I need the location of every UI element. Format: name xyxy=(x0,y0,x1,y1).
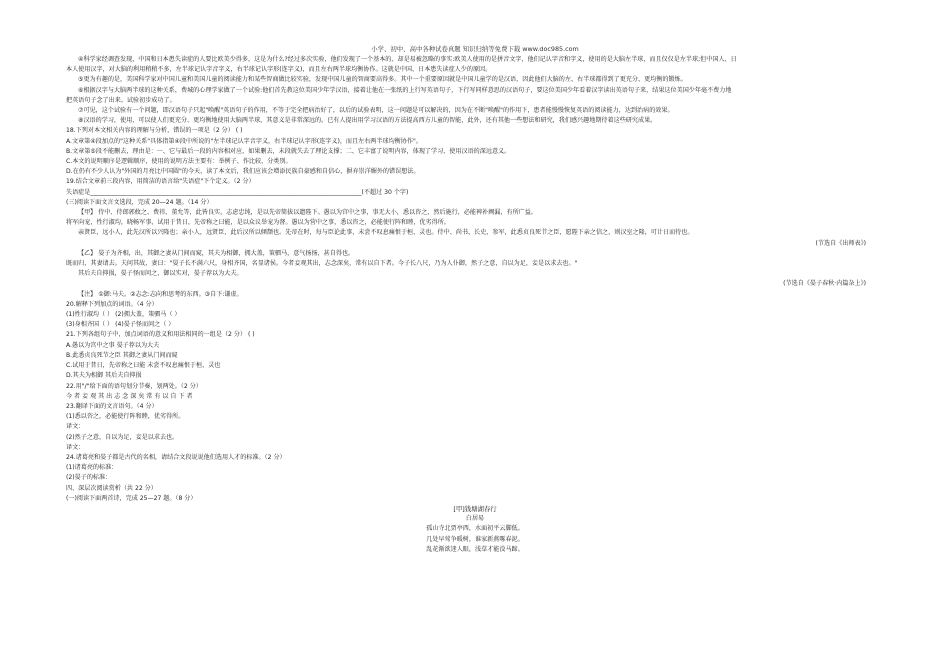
q18-option-a: A.文章第④段加点的"这种关系"具体指第④段中所说的"左半球记认字音字义，右半球记认字形(连字义)，而且左右两半球均衡协作"。 xyxy=(66,137,422,145)
q20-items-1-2: (1)性行淑均（ ） (2)拥大盖，策驷马（ ） xyxy=(66,311,181,319)
poem-line: 孤山寺北贾亭西，水面初平云脚低。 xyxy=(426,525,524,533)
passage-yi-source: (节选自《晏子春秋·内篇杂上》) xyxy=(783,280,866,288)
paragraph-6-line-2: 把英语句子念了出来。试验初步成功了。 xyxy=(66,96,176,104)
poem-line: 乱花渐欲迷人眼，浅草才能没马蹄。 xyxy=(426,545,524,553)
passage-jia-line-2: 将军向宠，性行淑均，晓畅军事，试用于昔日，先帝称之曰能，是以众议举宠为督。愚以为营中之事，悉以咨之，必能使行阵和睦，优劣得所。 xyxy=(66,219,450,227)
paragraph-4-line-1: ④科学家经调查发现，中国和日本患失读症的人要比欧美少得多，这是为什么?经过多次实验，他们发现了一个基本的、却是易被忽略的事实:欧美人使用的是拼音文字，他们记认字音和字义，使用的是大脑左半球，而且仅仅是左半球;但中国人、日 xyxy=(78,56,737,63)
passage-notes: 【注】 ①御:马夫。②志念:志向和思考的东西。③自下:谦虚。 xyxy=(78,290,243,298)
paragraph-7: ⑦可见，这个试验有一个问题，即汉语句子只起"唤醒"英语句子的作用，不等于完全把病治好了，以后的试验表明，这一问题是可以解决的，因为在不断"唤醒"的作用下，患者能慢慢恢复英语的阅读能力，达到治病的效果。 xyxy=(78,107,674,115)
passage-jia-source: (节选自《出师表》) xyxy=(815,239,866,247)
q23-item-1: (1)悉以咨之，必能使行阵和睦，优劣得所。 xyxy=(66,413,185,421)
question-19: 19.结合文章前三段内容，用简洁的语言给"失语症"下个定义。（2 分） xyxy=(66,178,255,186)
q20-items-3-4: (3)身相齐国（ ） (4)晏子怪而问之（ ） xyxy=(66,321,175,329)
exam-body xyxy=(66,55,884,555)
paragraph-4-line-2: 本人使用汉字，对大脑的利用稍稍不多，左半球记认字音字义，右半球记认字形(连字义)，而且左右两半球均衡协作。这就是中国、日本患失读症人少的原因。 xyxy=(66,66,492,74)
passage-yi-line-2: 既而归，其妻请去。夫问其故，妻曰："晏子长不满六尺，身相齐国，名显诸侯。今者妾观其出，志念深矣，常有以自下者。今子长八尺，乃为人仆御，然子之意，自以为足，妾是以求去也。" xyxy=(66,260,578,268)
poem-author: 白居易 xyxy=(465,515,485,523)
q23-translation-1: 译文： xyxy=(66,423,85,431)
section-4-heading: 四、深层次阅读赏析（共 22 分） xyxy=(66,484,157,492)
question-22: 22.用"/"给下面的语句划分节奏，划两处。（2 分） xyxy=(66,382,202,390)
question-18: 18.下列对本文相关内容的理解与分析，错误的一项是（2 分） ( ) xyxy=(66,127,243,135)
q21-option-c: C.试用于昔日，先帝称之曰能 未尝不叹息痛恨于桓、灵也 xyxy=(66,362,221,370)
q18-option-c: C.本文的说明顺序是逻辑顺序，使用的说明方法主要有：举例子、作比较、分类别。 xyxy=(66,158,292,166)
passage-yi-line-3: 其后夫自抑损，晏子怪而问之，御以实对，晏子荐以为大夫。 xyxy=(78,270,243,278)
passage-jia-line-3: 亲贤臣，远小人，此先汉所以兴隆也；亲小人，远贤臣，此后汉所以倾颓也。先帝在时，每与臣论此事，未尝不叹息痛恨于桓、灵也。侍中、尚书、长史、参军，此悉贞良死节之臣，愿陛下亲之信之，则汉室之隆，可计日而待也。 xyxy=(78,229,694,237)
poem-title: [甲]钱塘湖春行 xyxy=(453,504,497,513)
q21-option-a: A.愚以为宫中之事 晏子荐以为大夫 xyxy=(66,341,160,349)
paragraph-8: ⑧汉语的学习，使用，可以使人们更充分、更均衡地使用大脑两半球，其意义是非常深远的。已有人提出用学习汉语的方法提高西方儿童的智能，此外，还有其他一些想法和研究，我们感兴趣地期待着这些研究成果。 xyxy=(78,117,657,125)
paragraph-6-line-1: ⑥根据汉字与大脑两半球的这种关系，费城的心理学家做了一个试验:他们首先教这位美国少年学汉语，接着让他在一张纸的上行写英语句子，下行写同样意思的汉语句子，要这位美国少年看着汉字读出英语句子来，结果这位美国少年毫不费力地 xyxy=(78,86,732,94)
page-header: 小学、初中、高中各种试卷真题 知识归纳等免费下载 www.doc985.com xyxy=(371,45,579,53)
passage-jia-line-1: 【甲】 侍中、侍郎郭攸之、费祎、董允等，此皆良实，志虑忠纯，是以先帝简拔以遗陛下。愚以为宫中之事，事无大小，悉以咨之，然后施行，必能裨补阙漏，有所广益。 xyxy=(78,209,537,217)
section-3-heading: (三)阅读下面文言文选段，完成 20—24 题。（14 分） xyxy=(66,198,213,206)
q24-item-2: (2)晏子的标准： xyxy=(66,474,112,482)
q18-option-d: D.在仍有不少人认为"外国的月亮比中国圆"的今天，读了本文后，我们应该会增添民族自豪感和自信心，摒弃崇洋媚外的错误想法。 xyxy=(66,168,420,176)
q23-translation-2: 译文： xyxy=(66,443,85,451)
question-21: 21.下列各组句子中，加点词语的意义和用法相同的一组是（2 分） ( ) xyxy=(66,331,255,339)
section-4-1-heading: (一)阅读下面两首诗，完成 25—27 题。（8 分） xyxy=(66,494,197,502)
q21-option-b: B.此悉贞良死节之臣 其御之妻从门间而窥 xyxy=(66,351,178,359)
poem-line: 几处早莺争暖树，谁家新燕啄春泥。 xyxy=(426,535,524,543)
paragraph-5: ⑤更为有趣的是，美国科学家对中国儿童和美国儿童的阅读能力和某些智商做比较实验，发现中国儿童的智商要高得多。其中一个重要原因就是中国儿童学的是汉语，因此他们大脑的左、右半球都得到了更充分、更均衡的锻炼。 xyxy=(78,76,687,84)
question-23: 23.翻译下面的文言语句。（4 分） xyxy=(66,402,158,410)
passage-yi-line-1: 【乙】 晏子为齐相，出，其御之妻从门间而窥，其夫为相御，拥大盖，策驷马，意气扬扬，甚自得也。 xyxy=(78,249,355,257)
question-20: 20.解释下列加点的词语。（4 分） xyxy=(66,300,158,308)
q18-option-b: B.文章第⑤段不能删去，理由是：一、它与最后一段的内容相对应，如果删去，末段就失去了理论支撑；二、它丰富了说明内容，体现了学习、使用汉语的深远意义。 xyxy=(66,147,511,155)
q24-item-1: (1)诸葛亮的标准： xyxy=(66,464,118,472)
q22-sentence: 今 者 妾 观 其 出 志 念 深 矣 常 有 以 自 下 者 xyxy=(66,392,193,400)
question-24: 24.诸葛亮和晏子都是古代的名相，请结合文段说说他们选用人才的标准。（2 分） xyxy=(66,453,286,461)
q23-item-2: (2)然子之意，自以为足，妾是以求去也。 xyxy=(66,433,179,441)
q21-option-d: D.其夫为相御 其后夫自抑损 xyxy=(66,372,142,380)
q19-answer-line: 失语症是_________________________________________________________________________________________(不超过 30 个字) xyxy=(66,188,409,196)
poem xyxy=(66,504,884,555)
